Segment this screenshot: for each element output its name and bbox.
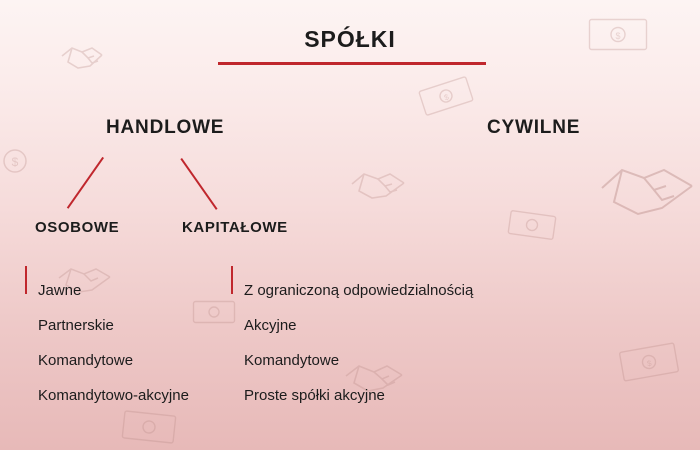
svg-text:$: $: [646, 358, 653, 369]
title-underline: [218, 62, 486, 65]
connector-osobowe-list: [25, 266, 27, 294]
svg-text:$: $: [11, 155, 19, 169]
banknote-icon: [192, 300, 236, 324]
coin-icon: [0, 146, 30, 176]
list-item: Komandytowe: [244, 352, 340, 369]
node-handlowe: HANDLOWE: [106, 117, 225, 138]
handshake-icon: [600, 150, 696, 224]
handshake-icon: [348, 160, 418, 208]
list-osobowe: [38, 273, 189, 413]
list-item: Jawne: [38, 282, 82, 299]
connector-kapitalowe-list: [231, 266, 233, 294]
banknote-icon: [618, 341, 681, 383]
list-item: Partnerskie: [38, 317, 114, 334]
page-title: SPÓŁKI: [304, 26, 396, 52]
connector-handlowe-osobowe: [67, 157, 104, 209]
banknote-icon: [417, 75, 475, 118]
list-item: Z ograniczoną odpowiedzialnością: [244, 282, 474, 299]
list-item: Akcyjne: [244, 317, 297, 334]
node-cywilne: CYWILNE: [487, 117, 581, 138]
connector-handlowe-kapitalowe: [180, 158, 217, 210]
list-item: Proste spółki akcyjne: [244, 387, 385, 404]
list-kapitalowe: [244, 273, 473, 413]
node-osobowe: OSOBOWE: [35, 219, 120, 236]
list-item: Komandytowo-akcyjne: [38, 387, 189, 404]
list-item: Komandytowe: [38, 352, 134, 369]
svg-text:$: $: [615, 31, 621, 41]
banknote-icon: [506, 209, 557, 241]
node-kapitalowe: KAPITAŁOWE: [182, 219, 288, 236]
banknote-icon: [121, 409, 178, 444]
svg-text:$: $: [442, 92, 450, 103]
